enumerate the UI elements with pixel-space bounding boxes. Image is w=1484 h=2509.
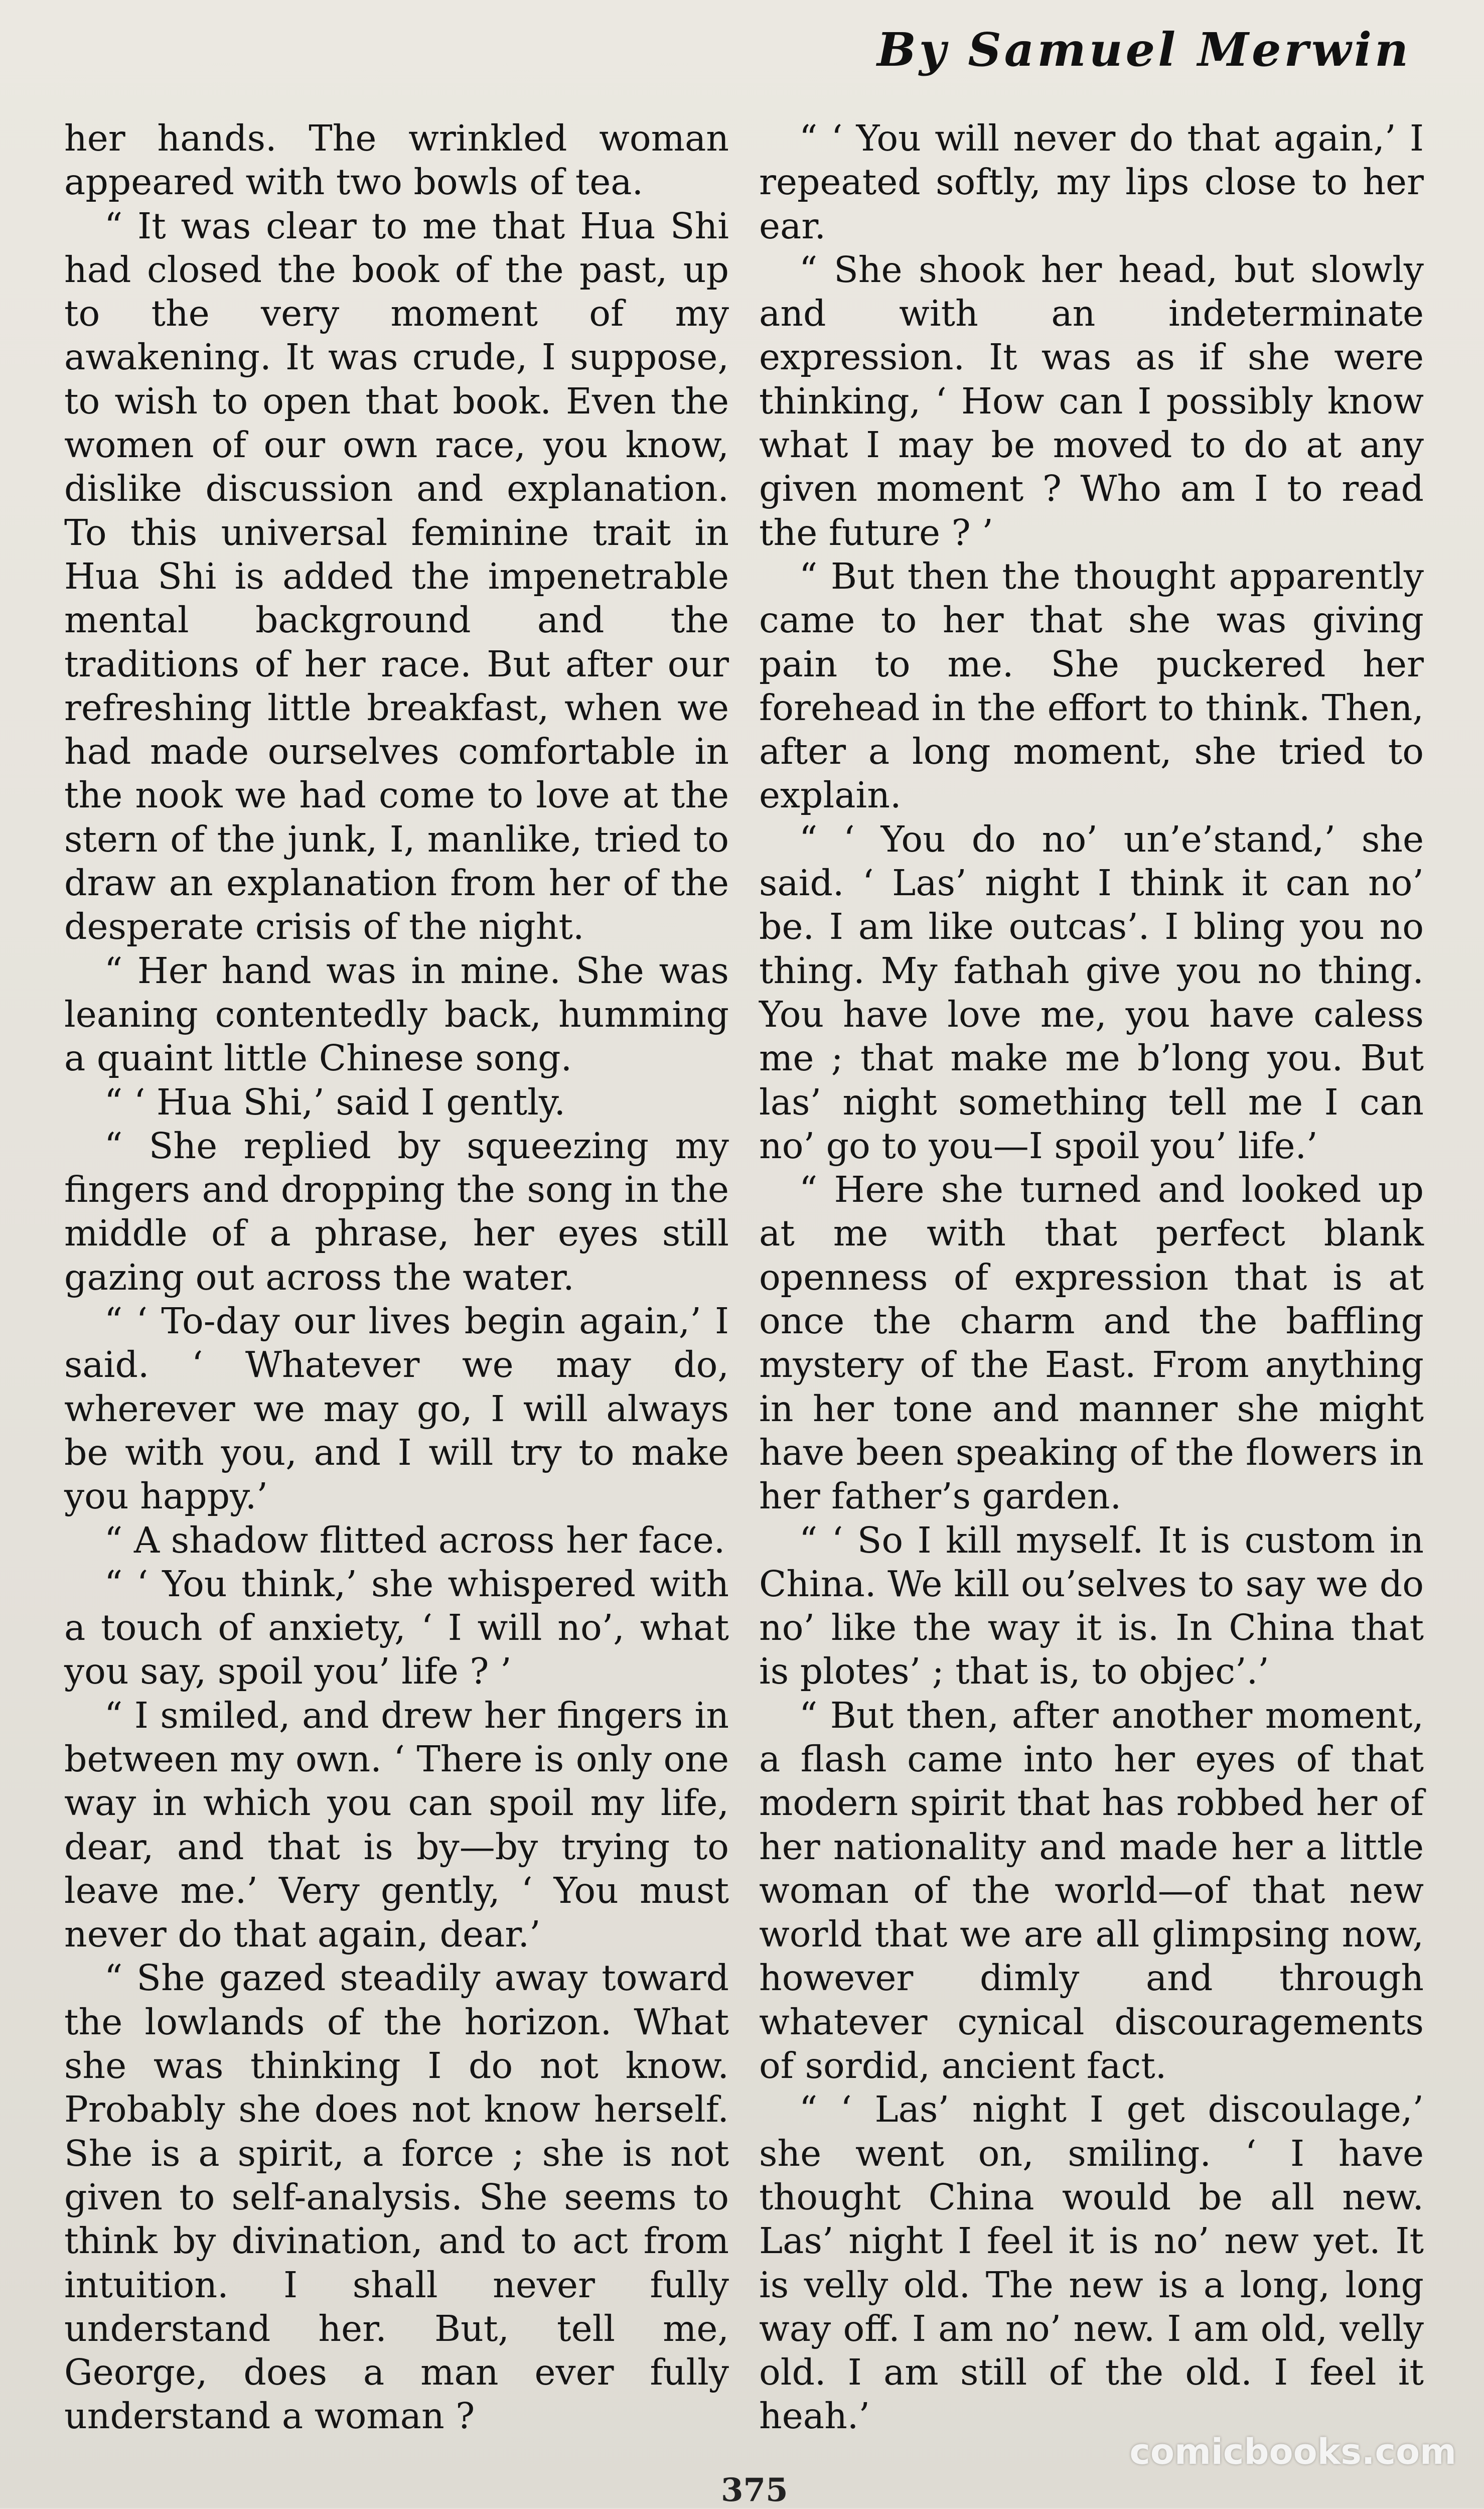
paragraph: “ But then the thought apparently came to her that she was giving pain to me. She puckered her forehead in the effort to think. Then, after a long moment, she tried to explain.	[759, 555, 1424, 816]
paragraph: “ Here she turned and looked up at me with that perfect blank openness of expression that is at once the charm and the baffling mystery of the East. From anything in her tone and manner she might have been speaking of the flowers in her father’s garden.	[759, 1169, 1424, 1517]
paragraph: “ I smiled, and drew her fingers in between my own. ‘ There is only one way in which you can spoil my life, dear, and that is by—by trying to leave me.’ Very gently, ‘ You must never do that again, dear.’	[64, 1694, 729, 1956]
paragraph: “ It was clear to me that Hua Shi had closed the book of the past, up to the very moment of my awakening. It was crude, I suppose, to wish to open that book. Even the women of our own race, you know, dislike discussion and explanation. To this universal feminine trait in Hua Shi is added the impenetrable mental background and the traditions of her race. But after our refreshing little breakfast, when we had made ourselves comfortable in the nook we had come to love at the stern of the junk, I, manlike, tried to draw an explanation from her of the desperate crisis of the night.	[64, 205, 729, 948]
paragraph: “ ‘ You will never do that again,’ I repeated softly, my lips close to her ear.	[759, 117, 1424, 247]
text-column-right	[759, 116, 1424, 2438]
paragraph: “ Her hand was in mine. She was leaning contentedly back, humming a quaint little Chinese song.	[64, 949, 729, 1079]
paragraph: “ ‘ Hua Shi,’ said I gently.	[104, 1081, 566, 1123]
paragraph: “ ‘ To-day our lives begin again,’ I said. ‘ Whatever we may do, wherever we may go, I will always be with you, and I will try to make you happy.’	[64, 1300, 729, 1517]
paragraph: “ She replied by squeezing my fingers and dropping the song in the middle of a phrase, her eyes still gazing out across the water.	[64, 1125, 729, 1298]
page-number: 375	[721, 2471, 788, 2509]
paragraph: “ A shadow flitted across her face.	[104, 1519, 725, 1561]
paragraph: “ She gazed steadily away toward the lowlands of the horizon. What she was thinking I do not know. Probably she does not know herself. She is a spirit, a force ; she is not given to self-analysis. She seems to think by divination, and to act from intuition. I shall never fully understand her. But, tell me, George, does a man ever fully understand a woman ?	[64, 1957, 729, 2437]
site-watermark: comicbooks.com	[1129, 2431, 1456, 2472]
paragraph: her hands. The wrinkled woman appeared with two bowls of tea.	[64, 117, 729, 203]
text-column-left	[64, 116, 729, 2438]
paragraph: “ She shook her head, but slowly and with an indeterminate expression. It was as if she were thinking, ‘ How can I possibly know what I may be moved to do at any given moment ? Who am I to read the future ? ’	[759, 248, 1424, 553]
paragraph: “ But then, after another moment, a flash came into her eyes of that modern spirit that has robbed her of her nationality and made her a little woman of the world—of that new world that we are all glimpsing now, however dimly and through whatever cynical discouragements of sordid, ancient fact.	[759, 1694, 1424, 2087]
paragraph: “ ‘ You do no’ un’e’stand,’ she said. ‘ Las’ night I think it can no’ be. I am like outcas’. I bling you no thing. My fathah give you no thing. You have love me, you have caless me ; that make me b’long you. But las’ night something tell me I can no’ go to you—I spoil you’ life.’	[759, 818, 1424, 1167]
paragraph: “ ‘ Las’ night I get discoulage,’ she went on, smiling. ‘ I have thought China would be all new. Las’ night I feel it is no’ new yet. It is velly old. The new is a long, long way off. I am no’ new. I am old, velly old. I am still of the old. I feel it heah.’	[759, 2088, 1424, 2437]
paragraph: “ ‘ You think,’ she whispered with a touch of anxiety, ‘ I will no’, what you say, spoil you’ life ? ’	[64, 1563, 729, 1693]
author-byline: By Samuel Merwin	[877, 23, 1411, 77]
paragraph: “ ‘ So I kill myself. It is custom in China. We kill ou’selves to say we do no’ like the way it is. In China that is plotes’ ; that is, to objec’.’	[759, 1519, 1424, 1693]
